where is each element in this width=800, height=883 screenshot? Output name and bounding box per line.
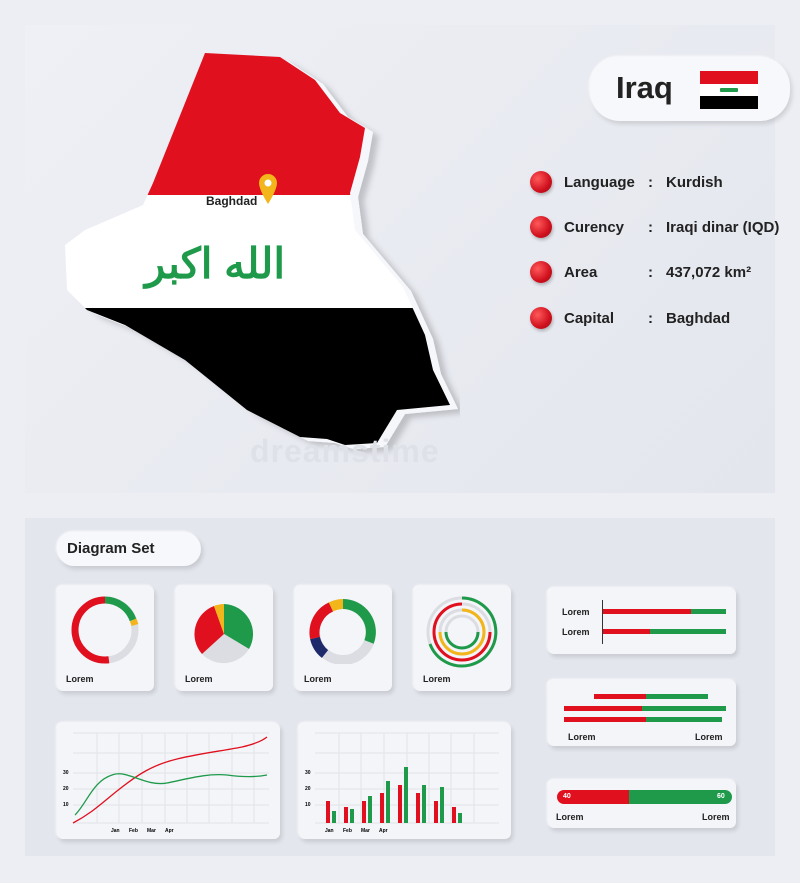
y-tick: 10 [63, 802, 69, 808]
x-tick: Mar [361, 828, 370, 834]
info-value: Iraqi dinar (IQD) [666, 219, 780, 236]
y-tick: 30 [305, 770, 311, 776]
rings-label: Lorem [423, 674, 451, 684]
info-value: Baghdad [666, 310, 731, 327]
bullet-dot-icon [530, 261, 552, 283]
bar [416, 793, 420, 823]
y-tick: 20 [63, 786, 69, 792]
x-tick: Mar [147, 828, 156, 834]
donut-chart [65, 594, 145, 664]
progress-right-value: 60 [717, 793, 725, 800]
info-value: 437,072 km² [666, 264, 752, 281]
bar [344, 807, 348, 823]
bar [398, 785, 402, 823]
diagram-set-title: Diagram Set [67, 540, 155, 557]
progress-right-label: Lorem [702, 812, 730, 822]
x-tick: Feb [129, 828, 138, 834]
bar [332, 811, 336, 823]
donut-label: Lorem [304, 674, 332, 684]
x-tick: Feb [343, 828, 352, 834]
donut-chart-card [57, 586, 154, 691]
diagram-set-title-pill [57, 532, 201, 566]
takbir-text: الله اكبر [144, 240, 286, 287]
iraq-map [60, 45, 460, 475]
split-bar [642, 706, 726, 711]
bar [422, 785, 426, 823]
info-value: Kurdish [666, 174, 723, 191]
bar [362, 801, 366, 823]
info-key: Area [564, 264, 598, 281]
hbar-label: Lorem [562, 607, 590, 617]
bullet-dot-icon [530, 171, 552, 193]
split-bar [646, 717, 722, 722]
info-key: Capital [564, 310, 615, 327]
split-bar [564, 717, 646, 722]
bar [440, 787, 444, 823]
bars [326, 767, 462, 823]
concentric-rings-card [414, 586, 511, 691]
iraq-flag-icon [700, 71, 758, 109]
hbar-label: Lorem [562, 627, 590, 637]
split-bars-card [548, 680, 736, 746]
hbar-red [603, 629, 650, 634]
progress-bar-card [548, 780, 736, 828]
split-bar-left-label: Lorem [568, 732, 596, 742]
country-title-pill [590, 57, 790, 121]
progress-left-label: Lorem [556, 812, 584, 822]
bar-chart-card [299, 723, 511, 839]
bar-chart [299, 723, 511, 839]
watermark: dreamstime [250, 433, 440, 469]
line-chart-card [57, 723, 280, 839]
bar [368, 796, 372, 823]
line-chart [57, 723, 280, 839]
x-tick: Jan [111, 828, 120, 834]
segmented-donut-chart [303, 594, 383, 664]
pie-chart-card [176, 586, 273, 691]
y-tick: 10 [305, 802, 311, 808]
bar [386, 781, 390, 823]
bar [380, 793, 384, 823]
bar [326, 801, 330, 823]
info-key: Curency [564, 219, 625, 236]
hbar-green [650, 629, 726, 634]
location-pin-icon [258, 173, 278, 205]
axis-line [602, 600, 603, 644]
bar [434, 801, 438, 823]
split-bar [564, 706, 642, 711]
donut-label: Lorem [66, 674, 94, 684]
diagram-set-panel [25, 518, 775, 856]
y-tick: 20 [305, 786, 311, 792]
split-bar [594, 694, 646, 699]
capital-marker-label: Baghdad [206, 194, 258, 208]
split-bar-right-label: Lorem [695, 732, 723, 742]
x-tick: Apr [379, 828, 388, 834]
x-tick: Apr [165, 828, 174, 834]
info-key: Language [564, 174, 635, 191]
x-tick: Jan [325, 828, 334, 834]
hbar-red [603, 609, 691, 614]
y-tick: 30 [63, 770, 69, 776]
country-overview-panel: الله اكبر Baghdad dreamstime Iraq Language : Kurdish Curency : Iraqi dinar (IQD) Area : 437,072 km² Capital : Baghdad [25, 25, 775, 493]
bar [404, 767, 408, 823]
concentric-rings-chart [422, 594, 502, 668]
segmented-donut-card [295, 586, 392, 691]
country-name: Iraq [616, 70, 673, 105]
pie-chart [184, 594, 264, 664]
horizontal-bars-card [548, 588, 736, 654]
bullet-dot-icon [530, 216, 552, 238]
bar [452, 807, 456, 823]
bar [350, 809, 354, 823]
split-bar [646, 694, 708, 699]
bullet-dot-icon [530, 307, 552, 329]
bar [458, 813, 462, 823]
progress-left-value: 40 [563, 793, 571, 800]
hbar-green [691, 609, 726, 614]
pie-label: Lorem [185, 674, 213, 684]
green-series-line [75, 774, 267, 815]
